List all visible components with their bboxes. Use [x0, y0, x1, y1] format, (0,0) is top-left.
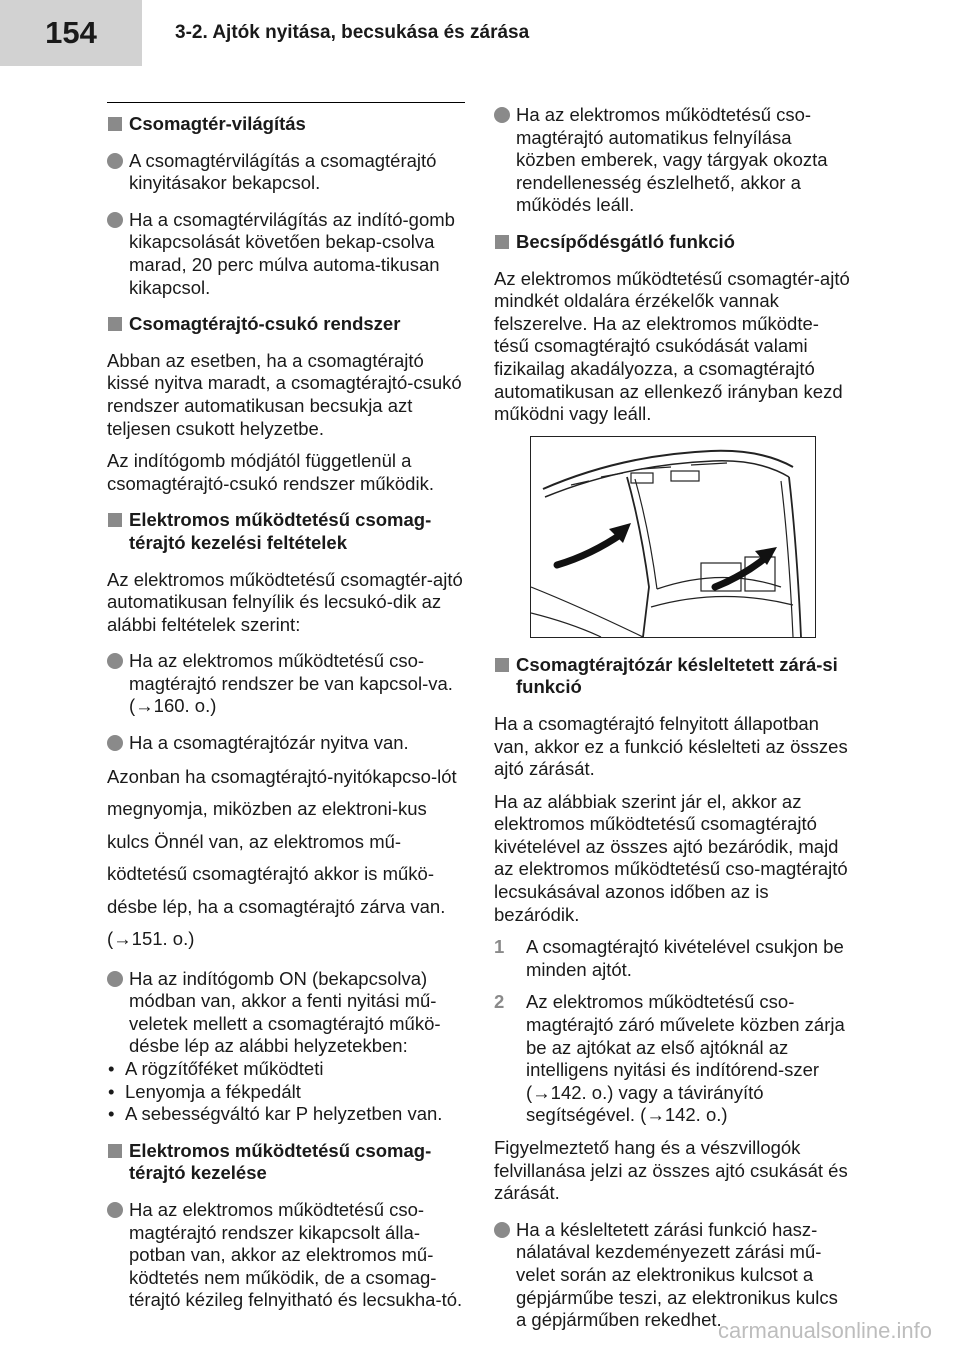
sub-list: [107, 1058, 465, 1126]
step-text: Az elektromos működtetésű cso-magtérajtó záró művelete közben zárja be az ajtókat az első ajtóknál az intelligens nyitási és indítórend-szer (→142. o.) vagy a távirányító segítségével. (→142. o.): [526, 991, 845, 1126]
back-door-illustration: [530, 436, 816, 638]
left-column: [107, 113, 465, 1326]
heading-anti-pinch: Becsípődésgátló funkció: [494, 231, 852, 254]
bullet-item: Ha az elektromos működtetésű cso-magtérajtó rendszer be van kapcsol-va. (→160. o.): [107, 650, 465, 718]
bullet-item: Ha a csomagtérvilágítás az indító-gomb kikapcsolását követően bekap-csolva marad, 20 perc múlva automa-tikusan kikapcsol.: [107, 209, 465, 299]
page-header: [0, 0, 960, 66]
paragraph: Figyelmeztető hang és a vészvillogók felvillanása jelzi az összes ajtó csukását és zárását.: [494, 1137, 848, 1204]
step-text: A csomagtérajtó kivételével csukjon be minden ajtót.: [526, 936, 844, 980]
bullet-item: [107, 968, 465, 1126]
paragraph: Ha az alábbiak szerint jár el, akkor az elektromos működtetésű csomagtérajtó kivételével az összes ajtó bezáródik, majd az elektromos működtetésű cso-magtérajtó lecsukásával azonos időben az is bezáródik.: [494, 790, 848, 925]
bullet-item: A csomagtérvilágítás a csomagtérajtó kinyitásakor bekapcsol.: [107, 150, 465, 195]
paragraph: Abban az esetben, ha a csomagtérajtó kissé nyitva maradt, a csomagtérajtó-csukó rendszer automatikusan becsukja azt teljesen csukott helyzetbe.: [107, 349, 462, 439]
bullet-item: Ha a késleltetett zárási funkció hasz-nálatával kezdeményezett zárási mű-velet során az elektronikus kulcsot a gépjárműbe teszi, az elektronikus kulcs a gépjárműben rekedhet.: [494, 1219, 852, 1332]
page-number: 154: [0, 0, 142, 66]
heading-operation: Elektromos működtetésű csomag-térajtó kezelése: [107, 1140, 465, 1185]
bullet-item: Ha a csomagtérajtózár nyitva van.: [107, 732, 465, 755]
watermark: carmanualsonline.info: [717, 1318, 932, 1343]
tailgate-sensor-diagram: [531, 437, 815, 637]
paragraph: Az elektromos működtetésű csomagtér-ajtó automatikusan felnyílik és lecsukó-dik az alábbi feltételek szerint:: [107, 568, 463, 635]
paragraph: Azonban ha csomagtérajtó-nyitókapcso-lót megnyomja, miközben az elektroni-kus kulcs Önnél van, az elektromos mű-ködtetésű csomagtérajtó akkor is műkö-désbe lép, ha a csomagtérajtó zárva van. (→151. o.): [107, 765, 457, 950]
right-column: [494, 104, 852, 1346]
sub-list-item: • A sebességváltó kar P helyzetben van.: [107, 1103, 465, 1126]
heading-closer-system: Csomagtérajtó-csukó rendszer: [107, 313, 465, 336]
sub-list-item: • A rögzítőféket működteti: [107, 1058, 465, 1081]
step-number: 2: [494, 991, 505, 1013]
step-number: 1: [494, 936, 505, 958]
numbered-step: [494, 936, 852, 981]
bullet-item: Ha az elektromos működtetésű cso-magtérajtó rendszer kikapcsolt álla-potban van, akkor az elektromos mű-ködtetés nem működik, de a csomag-térajtó kézileg felnyitható és lecsukha-tó.: [107, 1199, 465, 1312]
heading-delayed-lock: Csomagtérajtózár késleltetett zárá-si funkció: [494, 654, 852, 699]
paragraph: Az elektromos működtetésű csomagtér-ajtó mindkét oldalára érzékelők vannak felszerelve. Ha az elektromos működte-tésű csomagtérajtó csukódását valami fizikailag akadályozza, a csomagtérajtó automatikusan az ellenkező irányban kezd működni vagy leáll.: [494, 267, 850, 425]
paragraph: Ha a csomagtérajtó felnyitott állapotban van, akkor ez a funkció késlelteti az összes ajtó zárását.: [494, 712, 848, 780]
section-rule: [107, 102, 465, 103]
paragraph: Az indítógomb módjától függetlenül a csomagtérajtó-csukó rendszer működik.: [107, 450, 434, 494]
heading-cargo-light: Csomagtér-világítás: [107, 113, 465, 136]
bullet-item: Ha az elektromos működtetésű cso-magtérajtó automatikus felnyílása közben emberek, vagy tárgyak okozta rendellenesség észlelhető, akkor a működés leáll.: [494, 104, 852, 217]
bullet-text: Ha az indítógomb ON (bekapcsolva) módban van, akkor a fenti nyitási mű-veletek mellett a csomagtérajtó műkö-désbe lép az alábbi helyzetekben:: [129, 967, 441, 1057]
sub-list-item: • Lenyomja a fékpedált: [107, 1081, 465, 1104]
chapter-title: 3-2. Ajtók nyitása, becsukása és zárása: [175, 22, 530, 43]
numbered-step: [494, 991, 852, 1127]
heading-operating-conditions: Elektromos működtetésű csomag-térajtó kezelési feltételek: [107, 509, 465, 554]
